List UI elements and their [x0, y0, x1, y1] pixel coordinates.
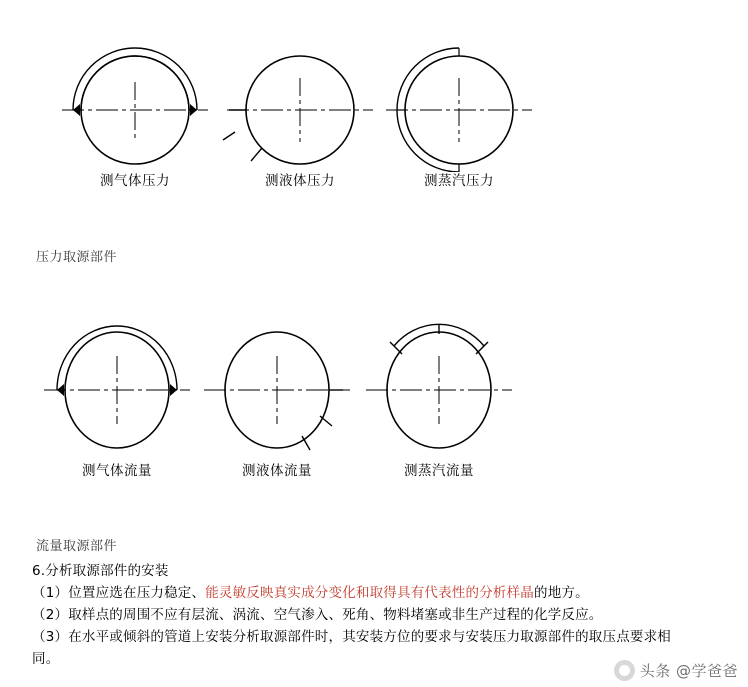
paragraph-2: （2）取样点的周围不应有层流、涡流、空气渗入、死角、物料堵塞或非生产过程的化学反应。 — [32, 607, 603, 623]
steam-flow-drawing — [344, 312, 534, 462]
steam-flow-svg — [344, 312, 534, 462]
figure-caption: 测液体压力 — [265, 173, 335, 189]
figure-caption: 测气体流量 — [82, 463, 152, 479]
paragraph-1-suffix: 的地方。 — [534, 585, 589, 601]
paragraph-1-highlight: 能灵敏反映真实成分变化和取得具有代表性的分析样晶 — [205, 585, 535, 601]
watermark-text: 头条 @学爸爸 — [639, 662, 738, 680]
figure-caption: 测蒸汽流量 — [404, 463, 474, 479]
flow-diagram-row — [0, 312, 748, 522]
section-heading: 6.分析取源部件的安装 — [32, 563, 169, 579]
gas-pressure-drawing — [40, 22, 230, 172]
paragraph-4: 同。 — [32, 651, 60, 667]
watermark — [614, 660, 738, 681]
avatar-icon — [614, 660, 635, 681]
figure-steam-pressure — [364, 22, 554, 190]
gas-pressure-svg — [40, 22, 230, 172]
paragraph-1 — [32, 582, 722, 604]
figure-caption: 测气体压力 — [100, 173, 170, 189]
label-pressure-tapping: 压力取源部件 — [36, 250, 118, 265]
steam-pressure-svg — [364, 22, 554, 172]
steam-pressure-drawing — [364, 22, 554, 172]
text-body — [32, 560, 722, 670]
label-flow-tapping: 流量取源部件 — [36, 539, 118, 554]
figure-caption: 测液体流量 — [242, 463, 312, 479]
pressure-diagram-row — [0, 0, 748, 210]
paragraph-1-prefix: （1）位置应选在压力稳定、 — [32, 585, 206, 601]
figure-steam-flow — [344, 312, 534, 480]
paragraph-3: （3）在水平或倾斜的管道上安装分析取源部件时，其安装方位的要求与安装压力取源部件的取压点要求相 — [32, 629, 671, 645]
figure-gas-pressure — [40, 22, 230, 190]
figure-caption: 测蒸汽压力 — [424, 173, 494, 189]
